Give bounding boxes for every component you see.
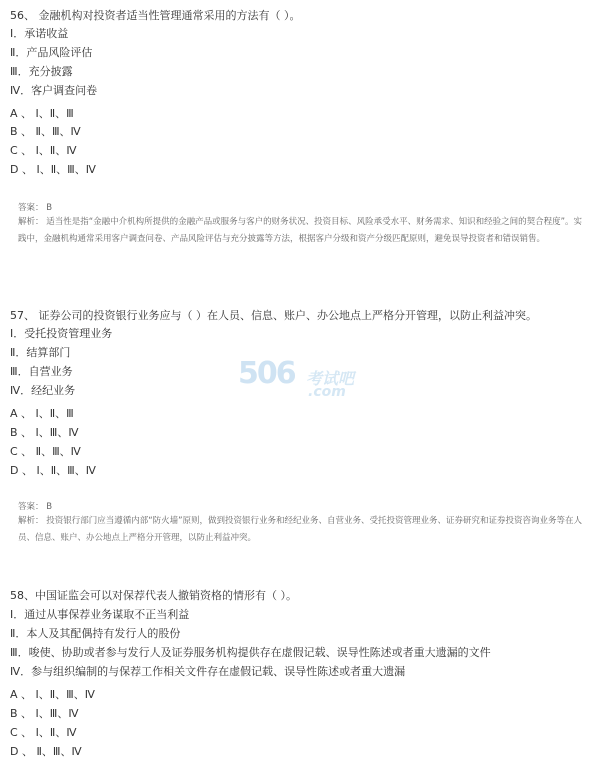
option-d: D 、 Ⅱ、Ⅲ、Ⅳ: [10, 745, 82, 758]
answer-label: 答案： B: [18, 502, 53, 512]
question-title: 57、 证券公司的投资银行业务应与（ ）在人员、信息、账户、办公地点上严格分开管理，以防止利益冲突。: [10, 309, 537, 322]
option-a: A 、 Ⅰ、Ⅱ、Ⅲ: [10, 407, 74, 420]
option-c: C 、 Ⅰ、Ⅱ、Ⅳ: [10, 144, 77, 157]
statement-item: Ⅱ．产品风险评估: [10, 46, 93, 59]
watermark-domain: .com: [308, 384, 346, 400]
statement-item: Ⅱ．结算部门: [10, 346, 71, 359]
option-c: C 、 Ⅱ、Ⅲ、Ⅳ: [10, 445, 81, 458]
option-b: B 、 Ⅰ、Ⅲ、Ⅳ: [10, 426, 79, 439]
watermark-text: 考试吧: [306, 369, 355, 388]
statement-item: Ⅱ．本人及其配偶持有发行人的股份: [10, 627, 181, 640]
statement-item: Ⅲ．自营业务: [10, 365, 73, 378]
option-a: A 、 Ⅰ、Ⅱ、Ⅲ: [10, 107, 74, 120]
option-b: B 、 Ⅱ、Ⅲ、Ⅳ: [10, 125, 81, 138]
answer-label: 答案： B: [18, 203, 53, 213]
statement-item: Ⅰ．受托投资管理业务: [10, 327, 113, 340]
explanation-text: 解析： 适当性是指“金融中介机构所提供的金融产品或服务与客户的财务状况、投资目标、风险承受水平、财务需求、知识和经验之间的契合程度”。实践中，金融机构通常采用客户调查问卷、产品风险评估与充分披露等方法，根据客户分级和资产分级匹配原则，避免误导投资者和错误销售。: [18, 217, 583, 244]
watermark-number: 506: [238, 356, 295, 391]
question-title: 56、 金融机构对投资者适当性管理通常采用的方法有（ ）。: [10, 9, 301, 22]
statement-item: Ⅰ．通过从事保荐业务谋取不正当利益: [10, 608, 190, 621]
question-title: 58、中国证监会可以对保荐代表人撤销资格的情形有（ ）。: [10, 589, 297, 602]
option-c: C 、 Ⅰ、Ⅱ、Ⅳ: [10, 726, 77, 739]
option-b: B 、 Ⅰ、Ⅲ、Ⅳ: [10, 707, 79, 720]
option-d: D 、 Ⅰ、Ⅱ、Ⅲ、Ⅳ: [10, 163, 96, 176]
option-a: A 、 Ⅰ、Ⅱ、Ⅲ、Ⅳ: [10, 688, 95, 701]
statement-item: Ⅲ．唆使、协助或者参与发行人及证券服务机构提供存在虚假记载、误导性陈述或者重大遗漏的文件: [10, 646, 491, 659]
statement-item: Ⅰ．承诺收益: [10, 27, 69, 40]
explanation-text: 解析： 投资银行部门应当遵循内部“防火墙”原则，做到投资银行业务和经纪业务、自营业务、受托投资管理业务、证券研究和证券投资咨询业务等在人员、信息、账户、办公地点上严格分开管理，以防止利益冲突。: [18, 516, 583, 543]
statement-item: Ⅲ．充分披露: [10, 65, 73, 78]
watermark-logo: [238, 356, 370, 406]
statement-item: Ⅳ．参与组织编制的与保荐工作相关文件存在虚假记载、误导性陈述或者重大遗漏: [10, 665, 406, 678]
statement-item: Ⅳ．经纪业务: [10, 384, 76, 397]
option-d: D 、 Ⅰ、Ⅱ、Ⅲ、Ⅳ: [10, 464, 96, 477]
statement-item: Ⅳ．客户调查问卷: [10, 84, 98, 97]
